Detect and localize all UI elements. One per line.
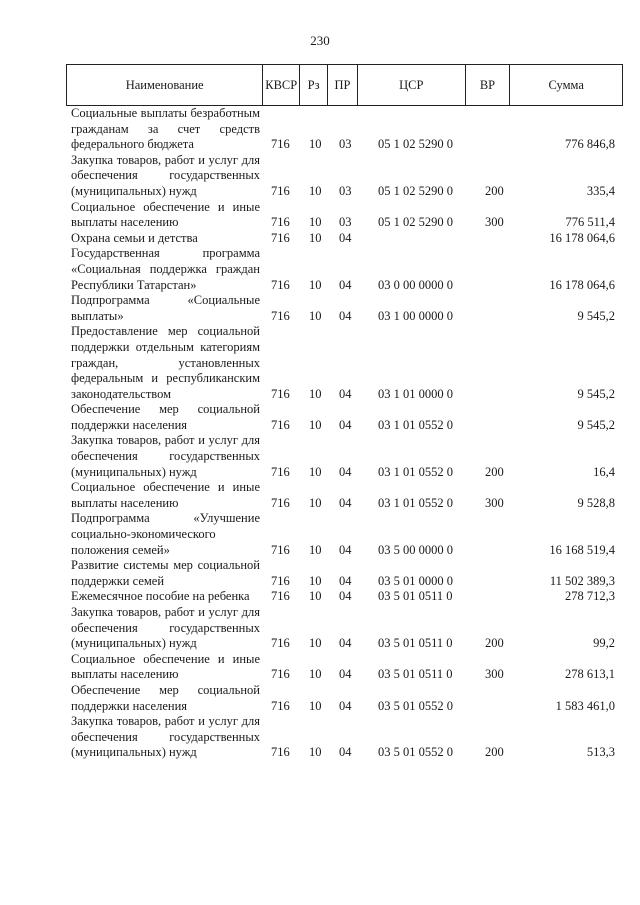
row-pr: 04	[339, 230, 352, 245]
row-name: Социальное обеспечение и иные выплаты населению	[71, 480, 260, 510]
row-pr: 04	[339, 386, 352, 401]
row-csr: 03 5 01 0552 0	[378, 745, 453, 760]
row-vr: 200	[485, 745, 504, 760]
table-row	[66, 589, 623, 605]
row-pr: 03	[339, 215, 352, 230]
table-row	[66, 402, 623, 433]
row-kvsr: 716	[271, 667, 290, 682]
row-pr: 04	[339, 745, 352, 760]
row-pr: 04	[339, 573, 352, 588]
row-pr: 03	[339, 183, 352, 198]
row-csr: 03 1 01 0552 0	[378, 464, 453, 479]
table-body	[66, 106, 623, 761]
row-sum: 16 168 519,4	[549, 542, 615, 557]
row-sum: 335,4	[586, 183, 615, 198]
row-rz: 10	[309, 667, 322, 682]
row-pr: 04	[339, 417, 352, 432]
row-rz: 10	[309, 417, 322, 432]
header-name: Наименование	[125, 77, 204, 92]
row-name: Обеспечение мер социальной поддержки населения	[71, 402, 260, 432]
row-name: Подпрограмма «Улучшение социально-экономического положения семей»	[71, 511, 260, 557]
row-pr: 04	[339, 542, 352, 557]
row-kvsr: 716	[271, 745, 290, 760]
row-rz: 10	[309, 542, 322, 557]
row-rz: 10	[309, 495, 322, 510]
row-pr: 04	[339, 636, 352, 651]
row-csr: 03 5 01 0511 0	[378, 636, 453, 651]
row-sum: 776 846,8	[565, 137, 615, 152]
table-row	[66, 558, 623, 589]
row-kvsr: 716	[271, 542, 290, 557]
row-rz: 10	[309, 230, 322, 245]
row-kvsr: 716	[271, 464, 290, 479]
row-pr: 04	[339, 277, 352, 292]
row-name: Закупка товаров, работ и услуг для обеспечения государственных (муниципальных) нужд	[71, 605, 260, 651]
row-rz: 10	[309, 215, 322, 230]
row-pr: 04	[339, 698, 352, 713]
row-csr: 05 1 02 5290 0	[378, 137, 453, 152]
header-rz: Рз	[299, 65, 327, 105]
header-csr: ЦСР	[357, 65, 465, 105]
row-kvsr: 716	[271, 230, 290, 245]
row-sum: 16,4	[593, 464, 615, 479]
row-kvsr: 716	[271, 417, 290, 432]
row-name: Социальное обеспечение и иные выплаты населению	[71, 651, 260, 682]
row-pr: 04	[339, 495, 352, 510]
row-name: Закупка товаров, работ и услуг для обеспечения государственных (муниципальных) нужд	[71, 714, 260, 760]
row-sum: 9 545,2	[577, 417, 615, 432]
row-vr: 300	[485, 495, 504, 510]
row-rz: 10	[309, 386, 322, 401]
row-csr: 03 5 00 0000 0	[378, 542, 453, 557]
row-sum: 99,2	[593, 636, 615, 651]
row-csr: 03 5 01 0511 0	[378, 667, 453, 682]
row-vr: 300	[485, 667, 504, 682]
row-kvsr: 716	[271, 215, 290, 230]
row-sum: 9 545,2	[577, 308, 615, 323]
row-csr: 03 1 01 0000 0	[378, 386, 453, 401]
table-row	[66, 433, 623, 480]
row-sum: 1 583 461,0	[555, 698, 615, 713]
row-name: Социальные выплаты безработным гражданам за счет средств федерального бюджета	[71, 106, 260, 152]
header-kvsr: КВСР	[262, 65, 299, 105]
row-name: Предоставление мер социальной поддержки отдельным категориям граждан, установленных федеральным и республиканским законодательством	[71, 324, 260, 401]
row-kvsr: 716	[271, 636, 290, 651]
row-rz: 10	[309, 308, 322, 323]
row-rz: 10	[309, 698, 322, 713]
table-row	[66, 714, 623, 761]
row-vr: 300	[485, 215, 504, 230]
table-row	[66, 605, 623, 652]
row-kvsr: 716	[271, 386, 290, 401]
row-sum: 513,3	[586, 745, 615, 760]
row-pr: 04	[339, 308, 352, 323]
row-csr: 05 1 02 5290 0	[378, 183, 453, 198]
row-name: Обеспечение мер социальной поддержки населения	[71, 682, 260, 713]
row-rz: 10	[309, 745, 322, 760]
page-number: 230	[310, 33, 330, 48]
row-name: Закупка товаров, работ и услуг для обеспечения государственных (муниципальных) нужд	[71, 433, 260, 479]
row-kvsr: 716	[271, 277, 290, 292]
row-name: Охрана семьи и детства	[71, 230, 198, 245]
row-sum: 16 178 064,6	[549, 277, 615, 292]
row-kvsr: 716	[271, 137, 290, 152]
header-sum: Сумма	[509, 65, 622, 105]
row-rz: 10	[309, 183, 322, 198]
row-sum: 278 613,1	[565, 667, 615, 682]
row-kvsr: 716	[271, 573, 290, 588]
row-csr: 03 0 00 0000 0	[378, 277, 453, 292]
row-sum: 9 528,8	[577, 495, 615, 510]
row-rz: 10	[309, 464, 322, 479]
row-csr: 05 1 02 5290 0	[378, 215, 453, 230]
table-row	[66, 231, 623, 247]
table-row	[66, 293, 623, 324]
header-pr: ПР	[327, 65, 357, 105]
row-rz: 10	[309, 573, 322, 588]
row-name: Ежемесячное пособие на ребенка	[71, 589, 250, 604]
row-rz: 10	[309, 636, 322, 651]
row-rz: 10	[309, 137, 322, 152]
row-kvsr: 716	[271, 183, 290, 198]
row-pr: 04	[339, 667, 352, 682]
row-name: Социальное обеспечение и иные выплаты населению	[71, 199, 260, 230]
row-sum: 776 511,4	[565, 215, 615, 230]
row-sum: 278 712,3	[565, 589, 615, 604]
table-row	[66, 480, 623, 511]
row-csr: 03 5 01 0552 0	[378, 698, 453, 713]
row-csr: 03 5 01 0511 0	[378, 589, 453, 604]
row-csr: 03 1 01 0552 0	[378, 495, 453, 510]
table-row	[66, 652, 623, 683]
table-row	[66, 246, 623, 293]
table-header	[66, 64, 623, 106]
row-name: Развитие системы мер социальной поддержки семей	[71, 558, 260, 588]
row-kvsr: 716	[271, 698, 290, 713]
row-pr: 03	[339, 137, 352, 152]
row-sum: 11 502 389,3	[549, 573, 615, 588]
table-row	[66, 106, 623, 153]
row-pr: 04	[339, 589, 352, 604]
row-name: Государственная программа «Социальная поддержка граждан Республики Татарстан»	[71, 246, 260, 292]
table-row	[66, 324, 623, 402]
table-row	[66, 153, 623, 200]
row-vr: 200	[485, 183, 504, 198]
row-pr: 04	[339, 464, 352, 479]
header-vr: ВР	[465, 65, 510, 105]
table-row	[66, 200, 623, 231]
row-kvsr: 716	[271, 495, 290, 510]
table-row	[66, 511, 623, 558]
row-kvsr: 716	[271, 308, 290, 323]
row-rz: 10	[309, 277, 322, 292]
row-csr: 03 1 01 0552 0	[378, 417, 453, 432]
row-csr: 03 5 01 0000 0	[378, 573, 453, 588]
row-vr: 200	[485, 464, 504, 479]
row-name: Подпрограмма «Социальные выплаты»	[71, 293, 260, 323]
row-name: Закупка товаров, работ и услуг для обеспечения государственных (муниципальных) нужд	[71, 152, 260, 198]
row-sum: 16 178 064,6	[549, 230, 615, 245]
row-csr: 03 1 00 0000 0	[378, 308, 453, 323]
table-row	[66, 683, 623, 714]
row-kvsr: 716	[271, 589, 290, 604]
row-vr: 200	[485, 636, 504, 651]
row-sum: 9 545,2	[577, 386, 615, 401]
row-rz: 10	[309, 589, 322, 604]
